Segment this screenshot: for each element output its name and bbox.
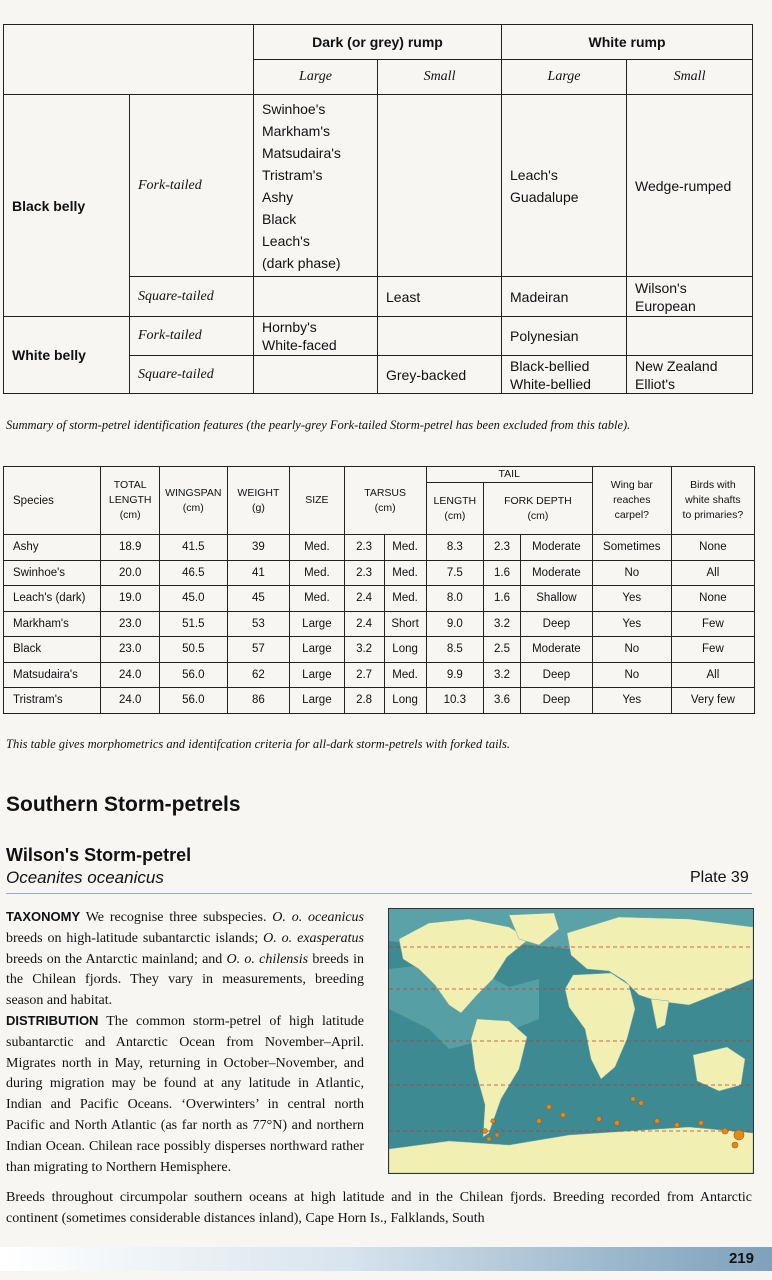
table-cell: All [671,560,754,586]
header-white-rump: White rump [502,25,753,60]
table-cell: 62 [227,662,290,688]
table-cell: 86 [227,688,290,714]
row-bb-fork-tailed: Fork-tailed [130,95,254,277]
table2-caption: This table gives morphometrics and identifcation criteria for all-dark storm-petrels with forked tails. [6,737,511,751]
table-cell: Shallow [520,586,592,612]
species-cell: Ashy [4,535,101,561]
cell-bb-fork-dark-small [378,95,502,277]
table-cell: Med. [384,662,426,688]
page-number: 219 [728,1250,754,1267]
table-cell: 1.6 [484,586,521,612]
plate-reference: Plate 39 [690,869,749,886]
header-tail-length: LENGTH (cm) [426,483,483,535]
row-wb-square-tailed: Square-tailed [130,356,254,394]
table-cell: Moderate [520,637,592,663]
header-tail: TAIL [426,467,592,483]
table-cell: 2.3 [484,535,521,561]
table-cell: 2.4 [344,611,384,637]
breeding-dot [597,1117,602,1122]
cell-wb-square-white-small: New Zealand Elliot's [627,356,753,394]
cell-wb-square-white-large: Black-bellied White-bellied [502,356,627,394]
header-species: Species [4,467,101,535]
cell-bb-square-dark-small: Least [378,277,502,317]
table-cell: 2.8 [344,688,384,714]
table-cell: 2.5 [484,637,521,663]
header-tarsus: TARSUS (cm) [344,467,426,535]
table-cell: 57 [227,637,290,663]
table-cell: Large [290,637,344,663]
cell-bb-square-white-large: Madeiran [502,277,627,317]
species-cell: Black [4,637,101,663]
species-cell: Swinhoe's [4,560,101,586]
cell-wb-fork-white-small [627,317,753,356]
table-row [4,637,755,663]
table-cell: No [592,662,671,688]
table1-caption: Summary of storm-petrel identification features (the pearly-grey Fork-tailed Storm-petrel has been excluded from this table). [6,418,631,432]
cell-bb-square-white-small: Wilson's European [627,277,753,317]
breeding-dot [699,1121,704,1126]
distribution-paragraph: DISTRIBUTION The common storm-petrel of high latitude subantarctic and Antarctic Ocean from November–April. Migrates north in May, returning in October–November, and during migration may be found at any latitude in Atlantic, Indian and Pacific Oceans. ‘Overwinters’ in central north Pacific and North Atlantic (as far north as 77°N) and northern Indian Ocean. Chilean race possibly disperses northward rather than migrating to Northern Hemisphere. [6,1013,364,1175]
table-cell: Med. [384,586,426,612]
table-cell: Yes [592,586,671,612]
table-cell: Long [384,688,426,714]
table-cell: Large [290,662,344,688]
header-total-length: TOTAL LENGTH (cm) [101,467,159,535]
table-cell: Deep [520,611,592,637]
table-cell: 2.4 [344,586,384,612]
table-cell: 23.0 [101,611,159,637]
cell-wb-fork-dark-large: Hornby's White-faced [254,317,378,356]
table-cell: None [671,535,754,561]
page-footer-bar [0,1247,772,1271]
table-cell: Large [290,611,344,637]
table-cell: 2.3 [344,560,384,586]
header-fork-depth: FORK DEPTH (cm) [484,483,593,535]
header-wingspan: WINGSPAN (cm) [159,467,227,535]
table-cell: 8.5 [426,637,483,663]
row-white-belly: White belly [4,317,130,394]
header-white-large: Large [502,60,627,95]
morphometrics-rows [4,535,755,714]
taxonomy-paragraph: TAXONOMY We recognise three subspecies. O. o. oceanicus breeds on high-latitude subantarctic islands; O. o. exasperatus breeds on the Antarctic mainland; and O. o. chilensis breeds in the Chilean fjords. They vary in measurements, breeding season and habitat. [6,909,364,1009]
table-cell: Large [290,688,344,714]
header-dark-small: Small [378,60,502,95]
table-row [4,611,755,637]
table-cell: 9.9 [426,662,483,688]
row-wb-fork-tailed: Fork-tailed [130,317,254,356]
table-cell: 3.2 [484,611,521,637]
storm-petrel-key-table [3,24,753,394]
table-cell: 8.0 [426,586,483,612]
table-cell: None [671,586,754,612]
table-cell: 3.2 [344,637,384,663]
header-size: SIZE [290,467,344,535]
breeding-dot [561,1113,566,1118]
table-cell: 56.0 [159,662,227,688]
breeding-dot [631,1097,636,1102]
table-cell: 19.0 [101,586,159,612]
breeding-dot [483,1129,488,1134]
breeding-dot [537,1119,542,1124]
table-cell: No [592,637,671,663]
table-cell: 50.5 [159,637,227,663]
table-cell: Few [671,611,754,637]
table-cell: 53 [227,611,290,637]
table-cell: All [671,662,754,688]
table-cell: 56.0 [159,688,227,714]
distribution-continued: Breeds throughout circumpolar southern oceans at high latitude and in the Chilean fjords. Breeding recorded from Antarctic continent (sometimes considerable distances inland), Cape Horn Is., Falklands, South [6,1190,752,1226]
table-cell: 1.6 [484,560,521,586]
breeding-dot [487,1137,491,1141]
table1-corner [4,25,254,95]
breeding-dot [655,1119,660,1124]
table-cell: Med. [290,560,344,586]
breeding-dot [491,1119,495,1123]
row-black-belly: Black belly [4,95,130,317]
table-cell: 2.7 [344,662,384,688]
table-cell: Moderate [520,560,592,586]
table-cell: 3.2 [484,662,521,688]
species-cell: Leach's (dark) [4,586,101,612]
header-white-shafts: Birds with white shafts to primaries? [671,467,754,535]
distribution-map [388,908,754,1174]
table-cell: Long [384,637,426,663]
section-title: Southern Storm-petrels [6,793,241,816]
cell-wb-square-dark-small: Grey-backed [378,356,502,394]
species-cell: Markham's [4,611,101,637]
cell-wb-fork-dark-small [378,317,502,356]
cell-wb-square-dark-large [254,356,378,394]
cell-wb-fork-white-large: Polynesian [502,317,627,356]
morphometrics-table [3,466,755,714]
table-cell: 8.3 [426,535,483,561]
table-cell: Med. [290,535,344,561]
row-bb-square-tailed: Square-tailed [130,277,254,317]
table-row [4,688,755,714]
table-row [4,586,755,612]
header-dark-rump: Dark (or grey) rump [254,25,502,60]
table-row [4,535,755,561]
table-cell: Med. [290,586,344,612]
table-cell: Med. [384,560,426,586]
table-cell: 24.0 [101,688,159,714]
table-cell: 39 [227,535,290,561]
species-cell: Matsudaira's [4,662,101,688]
table-cell: 41 [227,560,290,586]
table-cell: 45 [227,586,290,612]
species-latin-name: Oceanites oceanicus [6,868,164,887]
cell-bb-fork-white-small: Wedge-rumped [627,95,753,277]
table-cell: 10.3 [426,688,483,714]
breeding-dot [615,1121,620,1126]
world-map-svg [389,909,753,1173]
table-cell: 23.0 [101,637,159,663]
table-cell: Yes [592,611,671,637]
table-cell: 24.0 [101,662,159,688]
table-cell: 7.5 [426,560,483,586]
table-cell: Med. [384,535,426,561]
species-cell: Tristram's [4,688,101,714]
table-cell: Moderate [520,535,592,561]
table-cell: Very few [671,688,754,714]
table-cell: 45.0 [159,586,227,612]
breeding-dot [732,1142,738,1148]
table-cell: 9.0 [426,611,483,637]
taxonomy-label: TAXONOMY [6,909,81,924]
table-cell: 2.3 [344,535,384,561]
table-cell: Sometimes [592,535,671,561]
distribution-label: DISTRIBUTION [6,1013,99,1028]
breeding-dot [547,1105,552,1110]
species-name: Wilson's Storm-petrel [6,845,192,865]
header-white-small: Small [627,60,753,95]
table-row [4,662,755,688]
table-cell: 46.5 [159,560,227,586]
table-cell: 18.9 [101,535,159,561]
breeding-dot [675,1123,680,1128]
table-cell: 41.5 [159,535,227,561]
cell-bb-square-dark-large [254,277,378,317]
table-cell: 3.6 [484,688,521,714]
table-cell: 51.5 [159,611,227,637]
table-cell: Yes [592,688,671,714]
header-dark-large: Large [254,60,378,95]
breeding-dot [495,1133,499,1137]
header-wing-bar: Wing bar reaches carpel? [592,467,671,535]
table-cell: No [592,560,671,586]
cell-bb-fork-white-large: Leach's Guadalupe [502,95,627,277]
table-cell: Short [384,611,426,637]
cell-bb-fork-dark-large: Swinhoe's Markham's Matsudaira's Tristram's Ashy Black Leach's (dark phase) [254,95,378,277]
table-cell: Deep [520,662,592,688]
breeding-dot [734,1130,744,1140]
table-cell: Few [671,637,754,663]
table-cell: Deep [520,688,592,714]
header-weight: WEIGHT (g) [227,467,290,535]
species-header-rule [6,893,752,894]
breeding-dot [722,1128,728,1134]
breeding-dot [639,1101,644,1106]
table-row [4,560,755,586]
table-cell: 20.0 [101,560,159,586]
